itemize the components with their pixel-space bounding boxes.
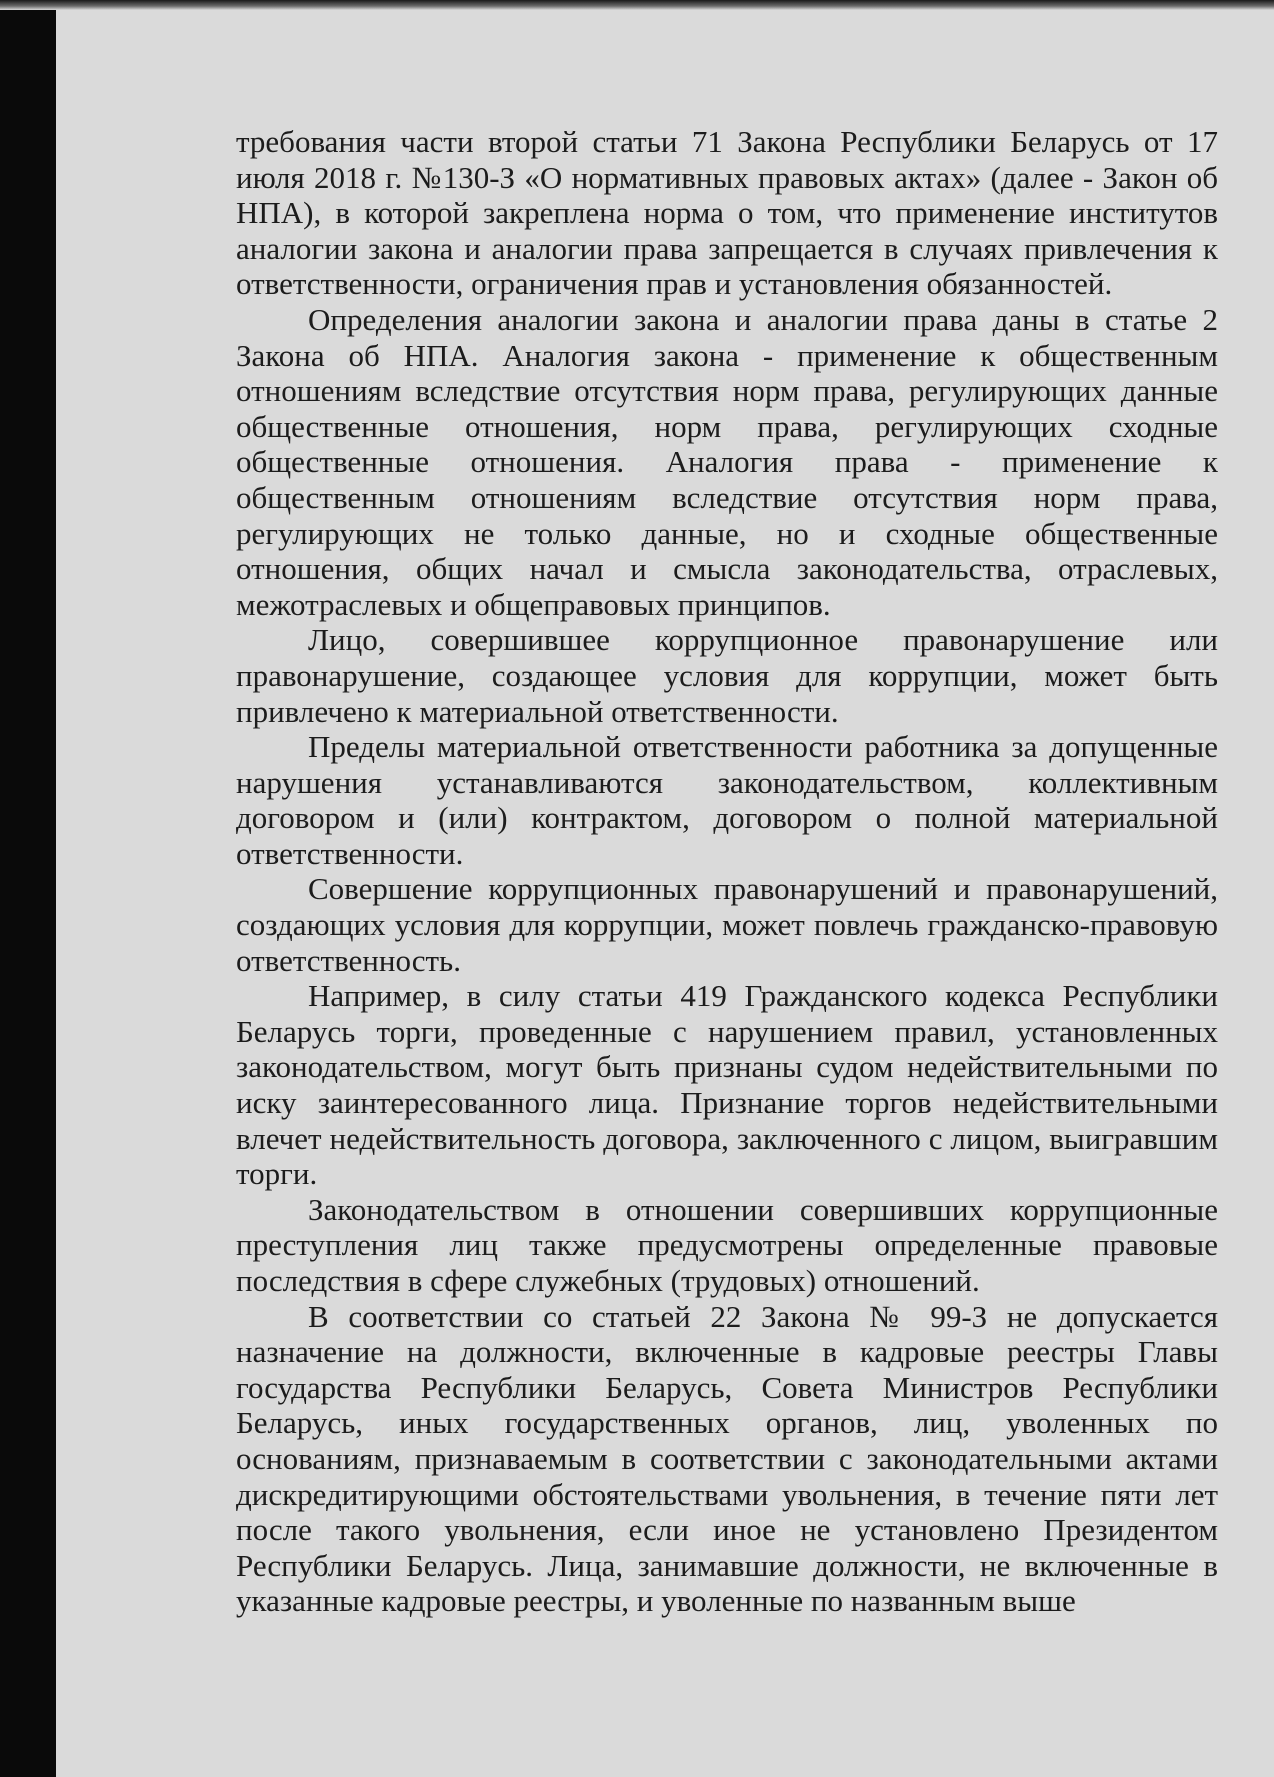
scan-dark-edge bbox=[0, 0, 56, 1777]
paragraph-3: Лицо, совершившее коррупционное правонарушение или правонарушение, создающее условия для коррупции, может быть привлечено к материальной ответственности. bbox=[236, 622, 1218, 729]
scan-top-shadow bbox=[0, 0, 1274, 10]
paragraph-8: В соответствии со статьей 22 Закона № 99-З не допускается назначение на должности, включенные в кадровые реестры Главы государства Республики Беларусь, Совета Министров Республики Беларусь, иных государственных органов, лиц, уволенных по основаниям, признаваемым в соответствии с законодательными актами дискредитирующими обстоятельствами увольнения, в течение пяти лет после такого увольнения, если иное не установлено Президентом Республики Беларусь. Лица, занимавшие должности, не включенные в указанные кадровые реестры, и уволенные по названным выше bbox=[236, 1298, 1218, 1619]
paragraph-6: Например, в силу статьи 419 Гражданского кодекса Республики Беларусь торги, проведенные с нарушением правил, установленных законодательством, могут быть признаны судом недействительными по иску заинтересованного лица. Признание торгов недействительными влечет недействительность договора, заключенного с лицом, выигравшим торги. bbox=[236, 978, 1218, 1192]
document-body bbox=[236, 124, 1218, 1619]
paragraph-1: требования части второй статьи 71 Закона Республики Беларусь от 17 июля 2018 г. №130-З «О нормативных правовых актах» (далее - Закон об НПА), в которой закреплена норма о том, что применение институтов аналогии закона и аналогии права запрещается в случаях привлечения к ответственности, ограничения прав и установления обязанностей. bbox=[236, 124, 1218, 302]
paragraph-2: Определения аналогии закона и аналогии права даны в статье 2 Закона об НПА. Аналогия закона - применение к общественным отношениям вследствие отсутствия норм права, регулирующих данные общественные отношения, норм права, регулирующих сходные общественные отношения. Аналогия права - применение к общественным отношениям вследствие отсутствия норм права, регулирующих не только данные, но и сходные общественные отношения, общих начал и смысла законодательства, отраслевых, межотраслевых и общеправовых принципов. bbox=[236, 301, 1218, 622]
paragraph-7: Законодательством в отношении совершивших коррупционные преступления лиц также предусмотрены определенные правовые последствия в сфере служебных (трудовых) отношений. bbox=[236, 1191, 1218, 1298]
paragraph-5: Совершение коррупционных правонарушений и правонарушений, создающих условия для коррупции, может повлечь гражданско-правовую ответственность. bbox=[236, 871, 1218, 978]
paragraph-4: Пределы материальной ответственности работника за допущенные нарушения устанавливаются законодательством, коллективным договором и (или) контрактом, договором о полной материальной ответственности. bbox=[236, 729, 1218, 871]
